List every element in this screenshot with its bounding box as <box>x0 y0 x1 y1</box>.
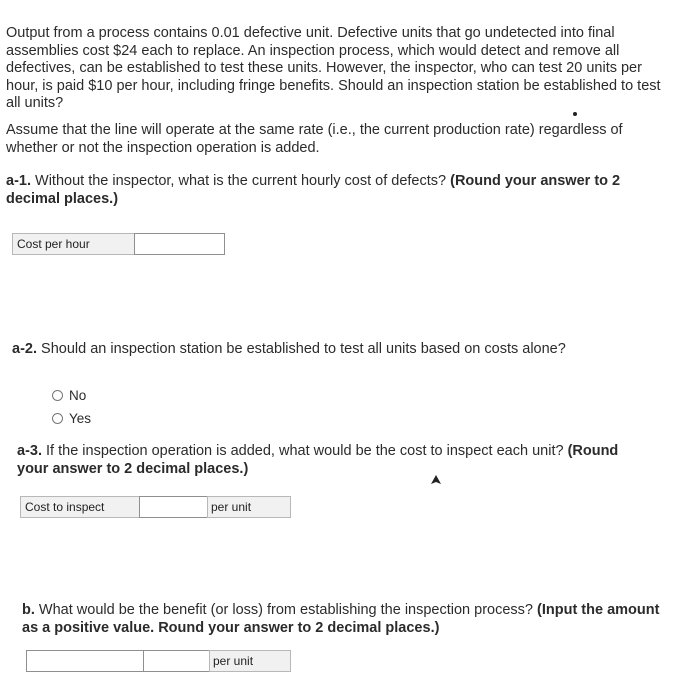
cost-to-inspect-input[interactable] <box>139 496 208 518</box>
radio-no-circle[interactable] <box>52 390 63 401</box>
question-a3-prefix: a-3. <box>17 443 42 459</box>
question-b-instruction: (Input the amount as a positive value. Round your answer to 2 decimal places.) <box>22 602 660 636</box>
radio-yes-label: Yes <box>69 411 92 426</box>
question-b <box>22 602 662 637</box>
dot-mark <box>573 112 577 116</box>
question-a3 <box>17 443 647 478</box>
question-a1-instruction: (Round your answer to 2 decimal places.) <box>6 173 621 207</box>
question-a2-text: Should an inspection station be established to test all units based on costs alone? <box>37 341 566 357</box>
cost-to-inspect-unit: per unit <box>207 496 291 518</box>
radio-option-no[interactable] <box>52 388 86 403</box>
question-b-text: What would be the benefit (or loss) from establishing the inspection process? <box>34 602 538 618</box>
benefit-amount-input[interactable] <box>143 650 210 672</box>
mouse-cursor-icon <box>430 474 442 486</box>
radio-option-yes[interactable] <box>52 411 91 426</box>
cost-to-inspect-label: Cost to inspect <box>20 496 140 518</box>
problem-assumption: Assume that the line will operate at the same rate (i.e., the current production rate) regardless of whether or not the inspection operation is added. <box>6 122 623 156</box>
radio-yes-circle[interactable] <box>52 413 63 424</box>
problem-intro: Output from a process contains 0.01 defective unit. Defective units that go undetected into final assemblies cost $24 each to replace. An inspection process, which would detect and remove all defectives, can be established to test these units. However, the inspector, who can test 20 units per hour, is paid $10 per hour, including fringe benefits. Should an inspection station be established to test all units? <box>6 25 661 111</box>
question-a2-prefix: a-2. <box>12 341 37 357</box>
question-a3-instruction: (Round your answer to 2 decimal places.) <box>17 443 619 477</box>
question-a1 <box>6 173 631 208</box>
cost-per-hour-label: Cost per hour <box>12 233 135 255</box>
benefit-loss-select[interactable] <box>26 650 144 672</box>
question-a3-text: If the inspection operation is added, what would be the cost to inspect each unit? <box>42 443 568 459</box>
question-a2 <box>12 341 632 359</box>
question-a1-prefix: a-1. <box>6 173 31 189</box>
cost-per-hour-input[interactable] <box>134 233 225 255</box>
question-b-prefix: b. <box>22 602 35 618</box>
benefit-unit: per unit <box>209 650 291 672</box>
question-a1-text: Without the inspector, what is the current hourly cost of defects? <box>31 173 451 189</box>
radio-no-label: No <box>69 388 87 403</box>
